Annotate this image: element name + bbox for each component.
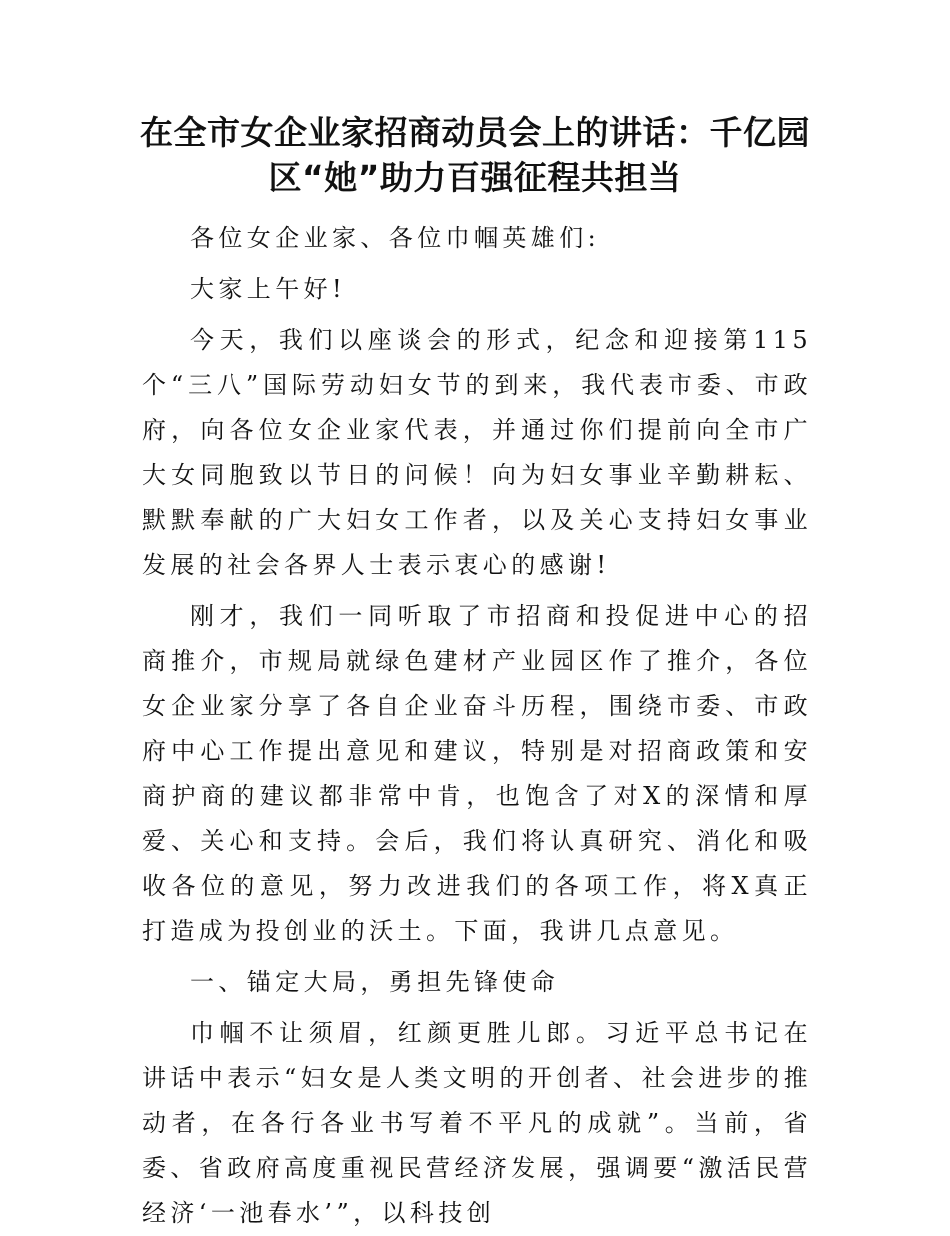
body-paragraph: 刚才，我们一同听取了市招商和投促进中心的招商推介，市规局就绿色建材产业园区作了推介，各位女企业家分享了各自企业奋斗历程，围绕市委、市政府中心工作提出意见和建议，特别是对招商政策和安商护商的建议都非常中肯，也饱含了对X的深情和厚爱、关心和支持。会后，我们将认真研究、消化和吸收各位的意见，努力改进我们的各项工作，将X真正打造成为投创业的沃土。下面，我讲几点意见。 — [142, 602, 812, 945]
section-heading: 一、锚定大局，勇担先锋使命 — [190, 968, 560, 996]
greeting-paragraph: 大家上午好! — [190, 275, 347, 303]
document-body — [142, 216, 812, 1236]
document-title: 在全市女企业家招商动员会上的讲话：千亿园区“她”助力百强征程共担当 — [140, 113, 810, 197]
body-paragraph: 巾帼不让须眉，红颜更胜儿郎。习近平总书记在讲话中表示“妇女是人类文明的开创者、社会进步的推动者，在各行各业书写着不平凡的成就”。当前，省委、省政府高度重视民营经济发展，强调要“激活民营经济‘一池春水’”，以科技创 — [142, 1019, 812, 1227]
salutation-paragraph: 各位女企业家、各位巾帼英雄们: — [190, 224, 601, 252]
body-paragraph: 今天，我们以座谈会的形式，纪念和迎接第115个“三八”国际劳动妇女节的到来，我代表市委、市政府，向各位女企业家代表，并通过你们提前向全市广大女同胞致以节日的问候！向为妇女事业辛勤耕耘、默默奉献的广大妇女工作者，以及关心支持妇女事业发展的社会各界人士表示衷心的感谢! — [142, 326, 812, 579]
